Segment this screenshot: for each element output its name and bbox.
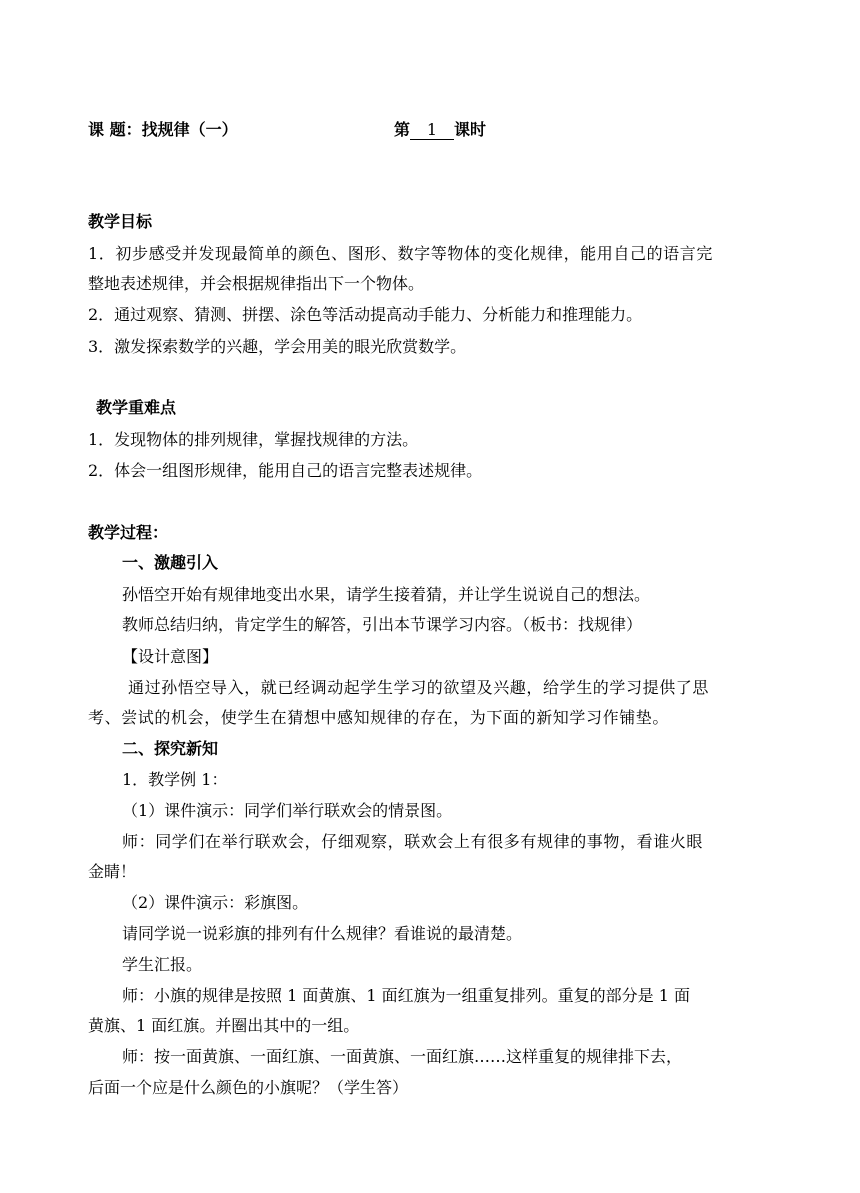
student-report-text: 学生汇报。 [122,955,203,974]
objective-line-4: 3．激发探索数学的兴趣，学会用美的眼光欣赏数学。 [88,337,467,356]
lesson-title: 课 题：找规律（一） [88,120,238,139]
lesson-number: 1 [410,121,454,140]
teacher2-line-1: 师：小旗的规律是按照 1 面黄旗、1 面红旗为一组重复排列。重复的部分是 1 面 [122,986,690,1005]
teacher1-line-2: 金睛！ [88,862,137,881]
objectives-heading: 教学目标 [88,212,153,231]
design-intent-line-1: 通过孙悟空导入，就已经调动起学生学习的欲望及兴趣，给学生的学习提供了思 [128,678,710,697]
lesson-prefix: 第 [394,120,411,139]
key-point-1: 1．发现物体的排列规律，掌握找规律的方法。 [88,430,419,449]
objective-line-1: 1．初步感受并发现最简单的颜色、图形、数字等物体的变化规律，能用自己的语言完 [88,244,713,263]
design-intent-line-2: 考、尝试的机会，使学生在猜想中感知规律的存在，为下面的新知学习作铺垫。 [88,708,670,727]
teacher2-line-2: 黄旗、1 面红旗。并圈出其中的一组。 [88,1016,360,1035]
example1-label: 1．教学例 1： [122,770,228,789]
question1-text: 请同学说一说彩旗的排列有什么规律？看谁说的最清楚。 [122,924,523,943]
lesson-number-field [394,120,486,140]
teacher1-line-1: 师：同学们在举行联欢会，仔细观察，联欢会上有很多有规律的事物，看谁火眼 [122,832,704,851]
process-heading: 教学过程： [88,523,169,542]
section1-line-2: 教师总结归纳，肯定学生的解答，引出本节课学习内容。（板书：找规律） [122,615,643,634]
step1-text: （1）课件演示：同学们举行联欢会的情景图。 [122,801,453,820]
section1-title: 一、激趣引入 [122,553,219,572]
design-intent-label: 【设计意图】 [122,647,219,666]
step2-text: （2）课件演示：彩旗图。 [122,893,309,912]
objective-line-3: 2．通过观察、猜测、拼摆、涂色等活动提高动手能力、分析能力和推理能力。 [88,305,643,324]
objective-line-2: 整地表述规律，并会根据规律指出下一个物体。 [88,274,425,293]
section2-title: 二、探究新知 [122,739,219,758]
section1-line-1: 孙悟空开始有规律地变出水果，请学生接着猜，并让学生说说自己的想法。 [122,585,651,604]
key-point-2: 2．体会一组图形规律，能用自己的语言完整表述规律。 [88,461,483,480]
lesson-suffix: 课时 [454,120,487,139]
teacher3-line-1: 师：按一面黄旗、一面红旗、一面黄旗、一面红旗……这样重复的规律排下去， [122,1047,683,1066]
key-points-heading: 教学重难点 [96,398,177,417]
teacher3-line-2: 后面一个应是什么颜色的小旗呢？（学生答） [88,1078,409,1097]
